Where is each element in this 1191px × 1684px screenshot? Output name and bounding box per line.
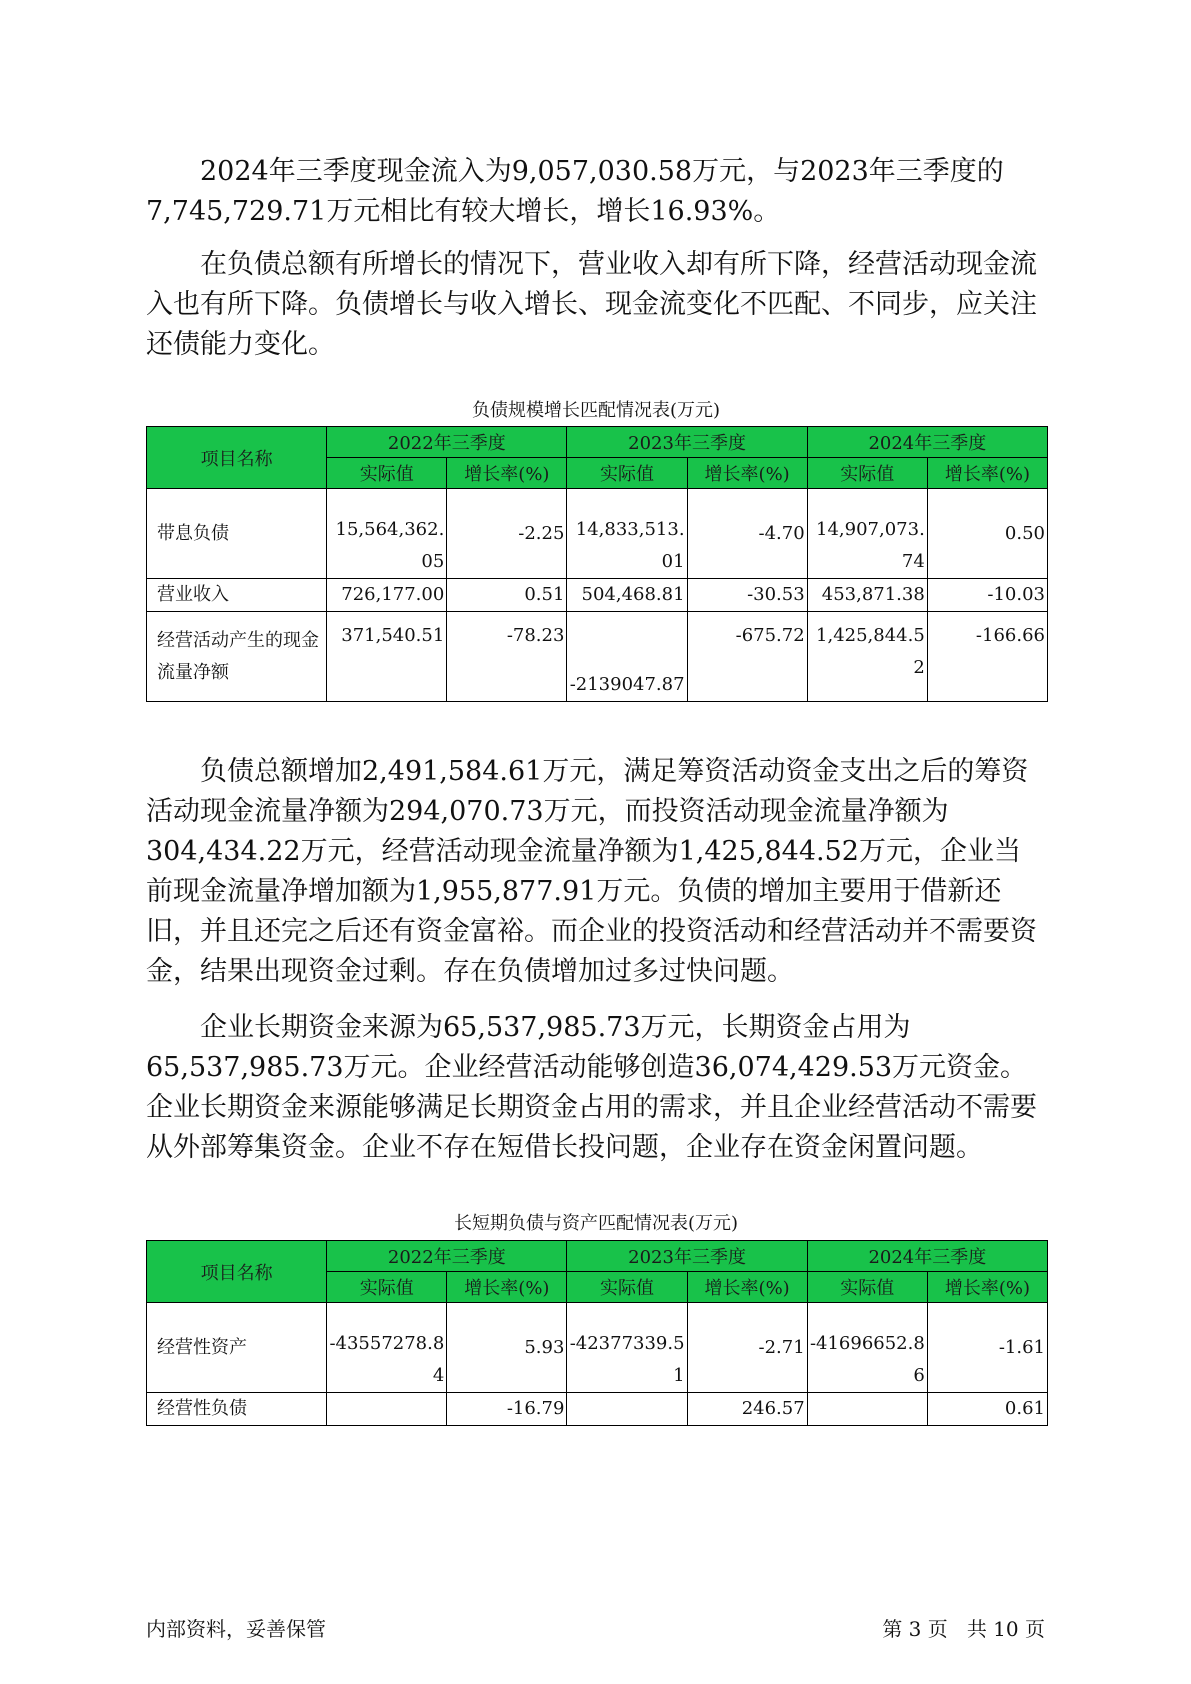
paragraph-debt-increase <box>146 752 1046 992</box>
cell-value: 0.61 <box>927 1393 1047 1426</box>
growth-rate-header: 增长率(%) <box>927 458 1047 489</box>
table-row <box>147 612 1048 702</box>
cell-value: -2139047.87 <box>567 612 687 702</box>
cell-value: -42377339.51 <box>567 1303 687 1393</box>
footer-page-number: 第 3 页 共 10 页 <box>882 1617 1045 1641</box>
cell-value: -41696652.86 <box>807 1303 927 1393</box>
cell-value: -1.61 <box>927 1303 1047 1393</box>
cell-value: 14,833,513.01 <box>567 489 687 579</box>
growth-rate-header: 增长率(%) <box>687 1272 807 1303</box>
cell-value: 0.50 <box>927 489 1047 579</box>
actual-value-header: 实际值 <box>567 1272 687 1303</box>
cell-value: 5.93 <box>447 1303 567 1393</box>
growth-rate-header: 增长率(%) <box>447 458 567 489</box>
table-row <box>147 579 1048 612</box>
row-name: 营业收入 <box>147 579 327 612</box>
cell-value: 726,177.00 <box>327 579 447 612</box>
row-name: 经营性资产 <box>147 1303 327 1393</box>
table2-caption: 长短期负债与资产匹配情况表(万元) <box>453 1213 739 1234</box>
cell-value: -166.66 <box>927 612 1047 702</box>
actual-value-header: 实际值 <box>807 1272 927 1303</box>
cell-value: 504,468.81 <box>567 579 687 612</box>
table-row <box>147 1303 1048 1393</box>
item-name-header: 项目名称 <box>147 1241 327 1303</box>
footer-confidential-note: 内部资料，妥善保管 <box>146 1617 326 1641</box>
row-name: 带息负债 <box>147 489 327 579</box>
row-name: 经营活动产生的现金流量净额 <box>147 612 327 702</box>
debt-scale-table <box>146 426 1048 702</box>
period-header: 2022年三季度 <box>327 427 567 458</box>
table-row <box>147 1393 1048 1426</box>
actual-value-header: 实际值 <box>567 458 687 489</box>
period-header: 2022年三季度 <box>327 1241 567 1272</box>
cell-value: 371,540.51 <box>327 612 447 702</box>
cell-value: -675.72 <box>687 612 807 702</box>
cell-value <box>567 1393 687 1426</box>
cell-value: -4.70 <box>687 489 807 579</box>
cell-value: -16.79 <box>447 1393 567 1426</box>
actual-value-header: 实际值 <box>327 458 447 489</box>
paragraph-long-term-funds <box>146 1008 1046 1168</box>
paragraph-debt-growth <box>146 245 1046 365</box>
cell-value <box>327 1393 447 1426</box>
paragraph-text: 负债总额增加2,491,584.61万元，满足筹资活动资金支出之后的筹资活动现金流量净额为294,070.73万元，而投资活动现金流量净额为304,434.22万元，经营活动现金流量净额为1,425,844.52万元，企业当前现金流量净增加额为1,955,877.91万元。负债的增加主要用于借新还旧，并且还完之后还有资金富裕。而企业的投资活动和经营活动并不需要资金，结果出现资金过剩。存在负债增加过多过快问题。 <box>146 756 1037 987</box>
paragraph-cash-inflow <box>146 152 1046 232</box>
row-name: 经营性负债 <box>147 1393 327 1426</box>
cell-value: -10.03 <box>927 579 1047 612</box>
cell-value: 453,871.38 <box>807 579 927 612</box>
table1-caption: 负债规模增长匹配情况表(万元) <box>471 400 721 421</box>
growth-rate-header: 增长率(%) <box>927 1272 1047 1303</box>
cell-value: 0.51 <box>447 579 567 612</box>
cell-value: -43557278.84 <box>327 1303 447 1393</box>
actual-value-header: 实际值 <box>327 1272 447 1303</box>
period-header: 2024年三季度 <box>807 427 1047 458</box>
cell-value: -2.25 <box>447 489 567 579</box>
table-row <box>147 489 1048 579</box>
long-short-term-table <box>146 1240 1048 1426</box>
actual-value-header: 实际值 <box>807 458 927 489</box>
cell-value: -30.53 <box>687 579 807 612</box>
paragraph-text: 2024年三季度现金流入为9,057,030.58万元，与2023年三季度的7,745,729.71万元相比有较大增长，增长16.93%。 <box>146 156 1004 227</box>
period-header: 2024年三季度 <box>807 1241 1047 1272</box>
paragraph-text: 企业长期资金来源为65,537,985.73万元，长期资金占用为65,537,985.73万元。企业经营活动能够创造36,074,429.53万元资金。企业长期资金来源能够满足长期资金占用的需求，并且企业经营活动不需要从外部筹集资金。企业不存在短借长投问题，企业存在资金闲置问题。 <box>146 1012 1037 1163</box>
cell-value: 14,907,073.74 <box>807 489 927 579</box>
cell-value: -78.23 <box>447 612 567 702</box>
cell-value: 15,564,362.05 <box>327 489 447 579</box>
cell-value: 1,425,844.52 <box>807 612 927 702</box>
paragraph-text: 在负债总额有所增长的情况下，营业收入却有所下降，经营活动现金流入也有所下降。负债增长与收入增长、现金流变化不匹配、不同步，应关注还债能力变化。 <box>146 249 1037 360</box>
period-header: 2023年三季度 <box>567 1241 807 1272</box>
cell-value: -2.71 <box>687 1303 807 1393</box>
cell-value <box>807 1393 927 1426</box>
cell-value: 246.57 <box>687 1393 807 1426</box>
growth-rate-header: 增长率(%) <box>687 458 807 489</box>
item-name-header: 项目名称 <box>147 427 327 489</box>
period-header: 2023年三季度 <box>567 427 807 458</box>
growth-rate-header: 增长率(%) <box>447 1272 567 1303</box>
